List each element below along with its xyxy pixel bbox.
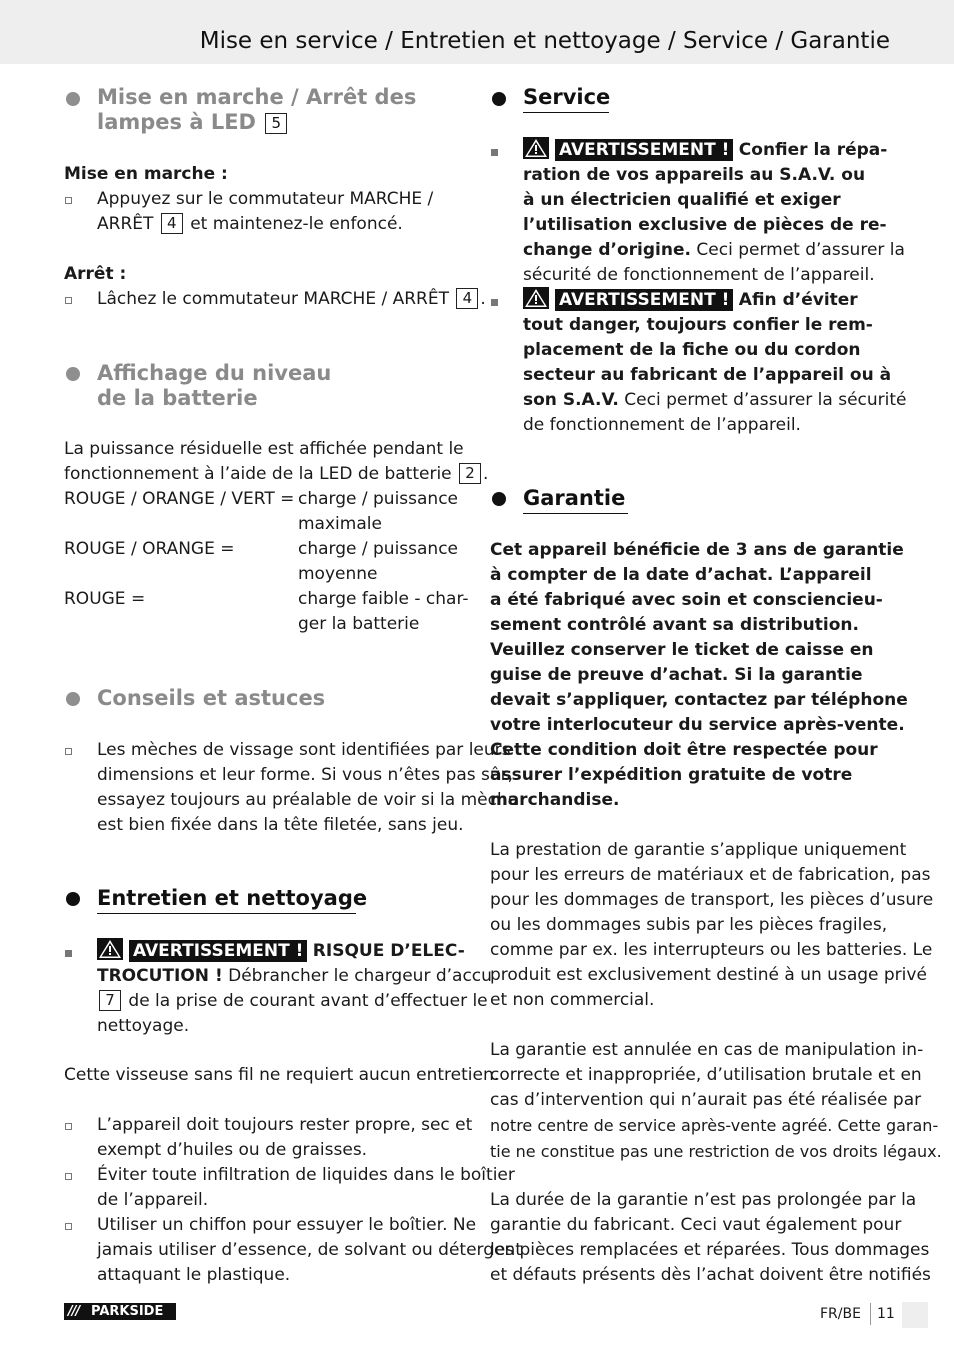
warning-triangle-icon bbox=[523, 287, 549, 309]
warning-block: AVERTISSEMENT ! RISQUE D’ELEC- TROCUTION ! Débrancher le chargeur d’accu 7 de la prise de courant avant d’effectuer le nettoyage. bbox=[97, 938, 492, 1039]
section-bullet-icon bbox=[66, 892, 80, 906]
page-title: Mise en service / Entretien et nettoyage / Service / Garantie bbox=[199, 28, 890, 54]
section-heading-maintenance: Entretien et nettoyage bbox=[97, 886, 368, 910]
warranty-paragraph: La prestation de garantie s’applique uniquement pour les erreurs de matériaux et de fabrication, pas pour les dommages de transport, les pièces d’usure ou les dommages subis par les pièces fragiles, comme par ex. les interrupteurs ou les batteries. Le produit est exclusivement destiné à un usage privé et non commercial. bbox=[490, 840, 934, 1010]
list-item: Lâchez le commutateur MARCHE / ARRÊT 4 . bbox=[97, 289, 486, 309]
warning-label: AVERTISSEMENT ! bbox=[555, 139, 733, 161]
warning-triangle-icon bbox=[523, 137, 549, 159]
subheading-on: Mise en marche : bbox=[64, 164, 228, 184]
heading-underline bbox=[523, 513, 628, 514]
battery-row-value: charge / puissance moyenne bbox=[298, 539, 459, 584]
heading-underline bbox=[523, 112, 609, 113]
parkside-logo: /// PARKSIDE bbox=[64, 1303, 176, 1320]
section-bullet-icon bbox=[492, 92, 506, 106]
section-heading-battery: Affichage du niveau de la batterie bbox=[97, 361, 332, 410]
paragraph: Cette visseuse sans fil ne requiert aucun entretien. bbox=[64, 1065, 500, 1085]
section-bullet-icon bbox=[492, 492, 506, 506]
list-bullet-icon bbox=[491, 149, 498, 156]
warranty-paragraph: La garantie est annulée en cas de manipulation in- correcte et inappropriée, d’utilisation brutale et en cas d’intervention qui n’aurait pas été réalisée par notre centre de service après-vente agréé. Cette garan- tie ne constitue pas une restriction de vos droits légaux. bbox=[490, 1040, 942, 1161]
section-heading-service: Service bbox=[523, 85, 611, 109]
list-item: L’appareil doit toujours rester propre, sec et exempt d’huiles ou de graisses. bbox=[97, 1115, 473, 1160]
warning-block: AVERTISSEMENT ! Confier la répa- ration de vos appareils au S.A.V. ou à un électricien qualifié et exiger l’utilisation exclusive de pièces de re- change d’origine. Ceci permet d’assurer la sécurité de fonctionnement de l’appareil. bbox=[523, 137, 905, 288]
list-bullet-icon bbox=[65, 1173, 72, 1180]
footer-locale: FR/BE bbox=[820, 1306, 861, 1322]
list-item: Éviter toute infiltration de liquides dans le boîtier de l’appareil. bbox=[97, 1165, 515, 1210]
list-bullet-icon bbox=[65, 1123, 72, 1130]
heading-underline bbox=[97, 913, 356, 914]
warranty-paragraph: La durée de la garantie n’est pas prolongée par la garantie du fabricant. Ceci vaut également pour les pièces remplacées et réparées. Tous dommages et défauts présents dès l’achat doivent être notifiés bbox=[490, 1190, 931, 1285]
battery-row-key: ROUGE / ORANGE / VERT = bbox=[64, 489, 295, 509]
list-bullet-icon bbox=[65, 197, 72, 204]
list-item: Utiliser un chiffon pour essuyer le boîtier. Ne jamais utiliser d’essence, de solvant ou détergent attaquant le plastique. bbox=[97, 1215, 522, 1285]
section-heading-warranty: Garantie bbox=[523, 486, 626, 510]
list-bullet-icon bbox=[65, 950, 72, 957]
battery-row-value: charge faible - char- ger la batterie bbox=[298, 589, 469, 634]
section-heading-led: Mise en marche / Arrêt des lampes à LED 5 bbox=[97, 85, 417, 134]
battery-row-key: ROUGE = bbox=[64, 589, 146, 609]
footer-divider bbox=[870, 1303, 871, 1325]
list-item: Les mèches de vissage sont identifiées par leurs dimensions et leur forme. Si vous n’êtes pas sûr, essayez toujours au préalable de voir si la mèche est bien fixée dans la tête filetée, sans jeu. bbox=[97, 740, 519, 835]
section-bullet-icon bbox=[66, 92, 80, 106]
page-number: 11 bbox=[877, 1306, 895, 1322]
section-bullet-icon bbox=[66, 367, 80, 381]
section-heading-tips: Conseils et astuces bbox=[97, 686, 326, 710]
warning-label: AVERTISSEMENT ! bbox=[555, 289, 733, 311]
section-bullet-icon bbox=[66, 692, 80, 706]
battery-row-key: ROUGE / ORANGE = bbox=[64, 539, 235, 559]
warning-label: AVERTISSEMENT ! bbox=[129, 940, 307, 962]
warning-block: AVERTISSEMENT ! Afin d’éviter tout danger, toujours confier le rem- placement de la fiche ou du cordon secteur au fabricant de l’appareil ou à son S.A.V. Ceci permet d’assurer la sécurité de fonctionnement de l’appareil. bbox=[523, 287, 907, 438]
battery-row-value: charge / puissance maximale bbox=[298, 489, 459, 534]
list-bullet-icon bbox=[65, 297, 72, 304]
list-bullet-icon bbox=[491, 299, 498, 306]
footer-tab bbox=[902, 1302, 928, 1328]
warranty-bold-paragraph: Cet appareil bénéficie de 3 ans de garantie à compter de la date d’achat. L’appareil a été fabriqué avec soin et consciencieu- sement contrôlé avant sa distribution. Veuillez conserver le ticket de caisse en guise de preuve d’achat. Si la garantie devait s’appliquer, contactez par téléphone votre interlocuteur du service après-vente. Cette condition doit être respectée pour assurer l’expédition gratuite de votre marchandise. bbox=[490, 540, 908, 810]
paragraph: La puissance résiduelle est affichée pendant le fonctionnement à l’aide de la LED de batterie 2 . bbox=[64, 439, 489, 484]
list-bullet-icon bbox=[65, 748, 72, 755]
subheading-off: Arrêt : bbox=[64, 264, 127, 284]
list-bullet-icon bbox=[65, 1223, 72, 1230]
warning-triangle-icon bbox=[97, 938, 123, 960]
list-item: Appuyez sur le commutateur MARCHE / ARRÊT 4 et maintenez-le enfoncé. bbox=[97, 189, 434, 234]
